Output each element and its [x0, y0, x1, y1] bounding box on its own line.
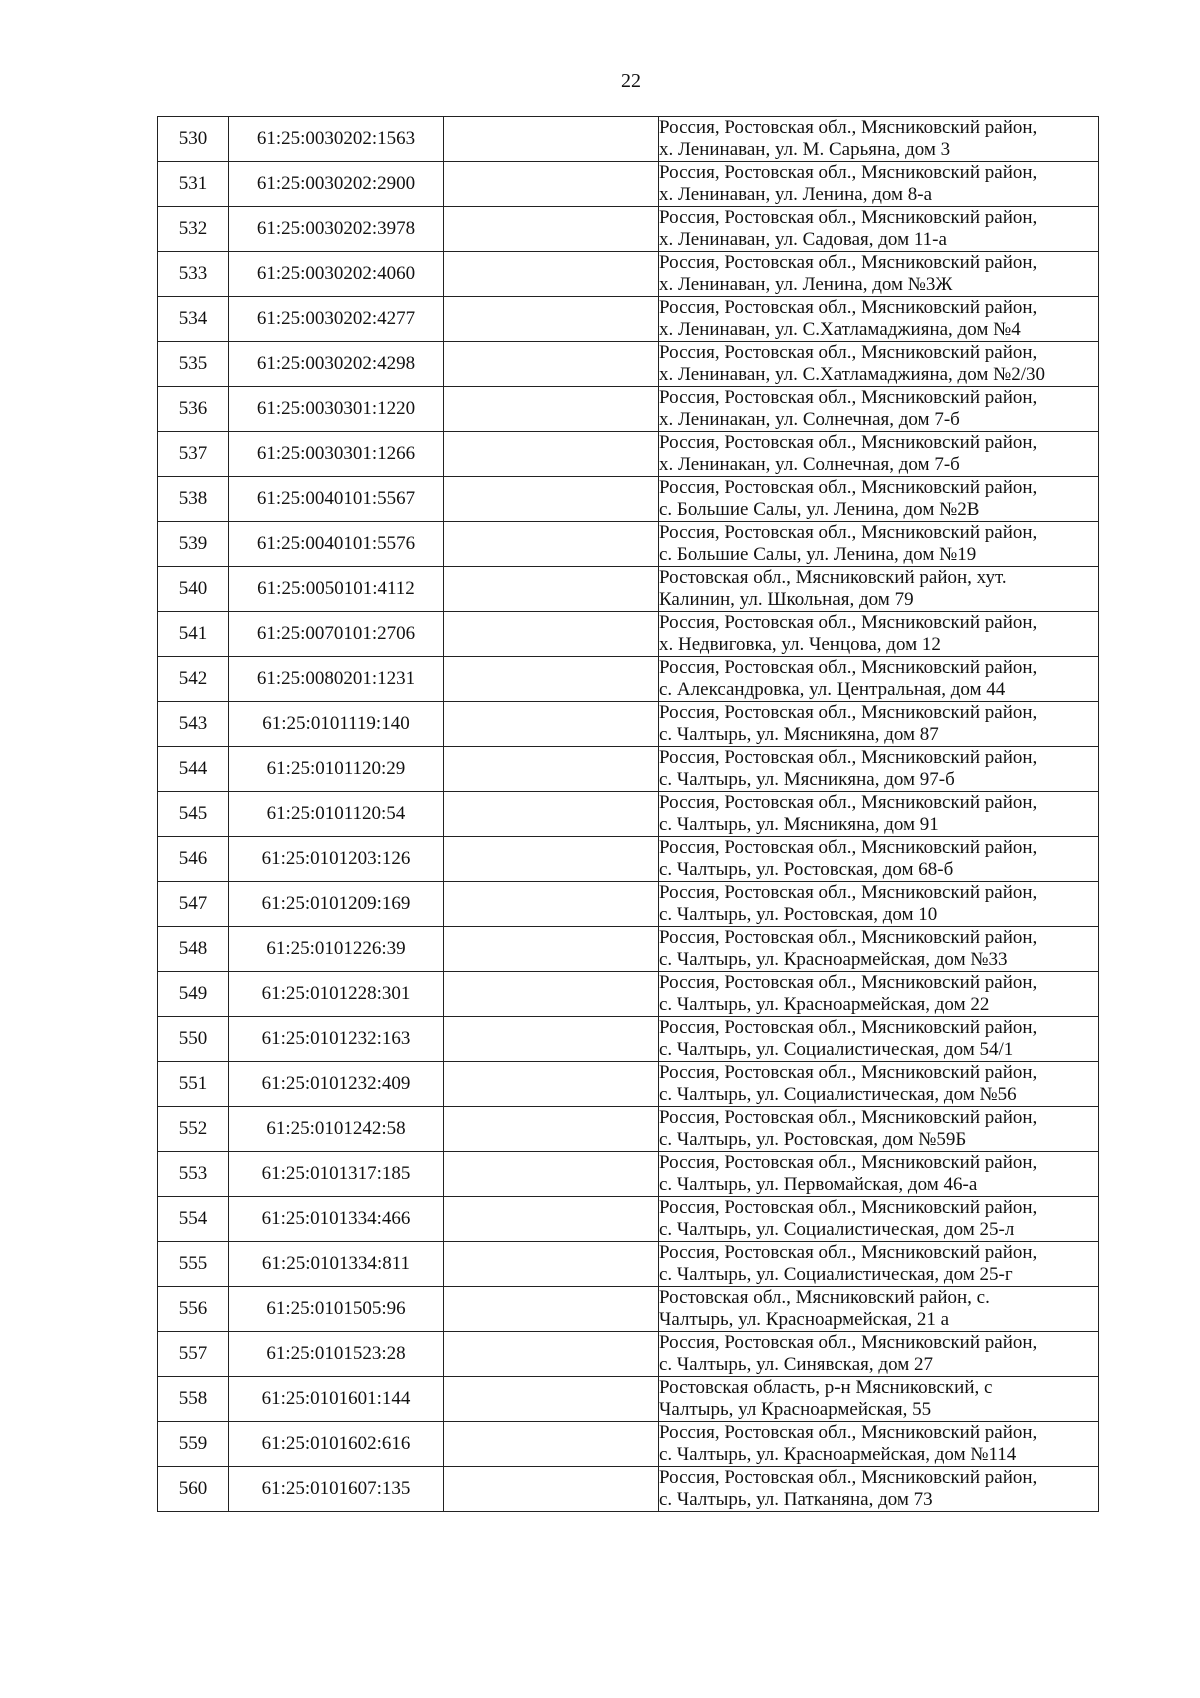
table-row — [158, 882, 1099, 927]
row-number-cell: 555 — [158, 1242, 229, 1287]
row-number-cell: 548 — [158, 927, 229, 972]
address-line: с. Чалтырь, ул. Ростовская, дом №59Б — [659, 1129, 967, 1150]
address-line: с. Чалтырь, ул. Мясникяна, дом 97-б — [659, 769, 955, 790]
address-line: Россия, Ростовская обл., Мясниковский район, — [659, 162, 1038, 183]
cadastral-number-cell: 61:25:0101228:301 — [229, 972, 444, 1017]
empty-cell — [444, 567, 659, 612]
address-cell — [659, 117, 1099, 162]
table-row — [158, 1107, 1099, 1152]
address-cell — [659, 342, 1099, 387]
row-number-cell: 551 — [158, 1062, 229, 1107]
cadastral-number-cell: 61:25:0040101:5576 — [229, 522, 444, 567]
address-line: Россия, Ростовская обл., Мясниковский район, — [659, 1062, 1038, 1083]
row-number-cell: 556 — [158, 1287, 229, 1332]
cadastral-number-cell: 61:25:0030202:3978 — [229, 207, 444, 252]
address-cell — [659, 702, 1099, 747]
empty-cell — [444, 1467, 659, 1512]
empty-cell — [444, 297, 659, 342]
cadastral-number-cell: 61:25:0101232:163 — [229, 1017, 444, 1062]
cadastral-number-cell: 61:25:0101119:140 — [229, 702, 444, 747]
empty-cell — [444, 837, 659, 882]
address-cell — [659, 1287, 1099, 1332]
table-row — [158, 432, 1099, 477]
empty-cell — [444, 387, 659, 432]
cadastral-number-cell: 61:25:0101120:29 — [229, 747, 444, 792]
address-line: с. Чалтырь, ул. Социалистическая, дом №56 — [659, 1084, 1017, 1105]
table-row — [158, 1377, 1099, 1422]
table-row — [158, 117, 1099, 162]
address-line: с. Чалтырь, ул. Красноармейская, дом 22 — [659, 994, 990, 1015]
table-row — [158, 837, 1099, 882]
table-row — [158, 162, 1099, 207]
address-cell — [659, 1197, 1099, 1242]
address-cell — [659, 1152, 1099, 1197]
empty-cell — [444, 1332, 659, 1377]
cadastral-number-cell: 61:25:0070101:2706 — [229, 612, 444, 657]
table-row — [158, 207, 1099, 252]
address-line: Россия, Ростовская обл., Мясниковский район, — [659, 477, 1038, 498]
table-row — [158, 477, 1099, 522]
address-line: Россия, Ростовская обл., Мясниковский район, — [659, 1422, 1038, 1443]
cadastral-number-cell: 61:25:0101334:811 — [229, 1242, 444, 1287]
cadastral-number-cell: 61:25:0030202:2900 — [229, 162, 444, 207]
address-line: Россия, Ростовская обл., Мясниковский район, — [659, 837, 1038, 858]
table-row — [158, 702, 1099, 747]
empty-cell — [444, 342, 659, 387]
address-line: Россия, Ростовская обл., Мясниковский район, — [659, 882, 1038, 903]
address-cell — [659, 1467, 1099, 1512]
table-row — [158, 1332, 1099, 1377]
table-row — [158, 252, 1099, 297]
row-number-cell: 533 — [158, 252, 229, 297]
empty-cell — [444, 117, 659, 162]
empty-cell — [444, 792, 659, 837]
address-line: Россия, Ростовская обл., Мясниковский район, — [659, 342, 1038, 363]
address-line: Россия, Ростовская обл., Мясниковский район, — [659, 207, 1038, 228]
address-line: Россия, Ростовская обл., Мясниковский район, — [659, 927, 1038, 948]
row-number-cell: 541 — [158, 612, 229, 657]
address-cell — [659, 972, 1099, 1017]
cadastral-number-cell: 61:25:0030301:1220 — [229, 387, 444, 432]
address-line: Россия, Ростовская обл., Мясниковский район, — [659, 612, 1038, 633]
row-number-cell: 560 — [158, 1467, 229, 1512]
address-cell — [659, 1422, 1099, 1467]
row-number-cell: 549 — [158, 972, 229, 1017]
table-row — [158, 657, 1099, 702]
table-row — [158, 1017, 1099, 1062]
row-number-cell: 537 — [158, 432, 229, 477]
address-line: Калинин, ул. Школьная, дом 79 — [659, 589, 914, 610]
table-row — [158, 1152, 1099, 1197]
address-cell — [659, 207, 1099, 252]
cadastral-number-cell: 61:25:0101317:185 — [229, 1152, 444, 1197]
address-cell — [659, 1242, 1099, 1287]
address-line: с. Чалтырь, ул. Красноармейская, дом №114 — [659, 1444, 1017, 1465]
address-line: Чалтырь, ул. Красноармейская, 21 а — [659, 1309, 950, 1330]
cadastral-number-cell: 61:25:0040101:5567 — [229, 477, 444, 522]
cadastral-number-cell: 61:25:0050101:4112 — [229, 567, 444, 612]
address-line: Россия, Ростовская обл., Мясниковский район, — [659, 702, 1038, 723]
row-number-cell: 558 — [158, 1377, 229, 1422]
cadastral-number-cell: 61:25:0101602:616 — [229, 1422, 444, 1467]
table-row — [158, 387, 1099, 432]
address-cell — [659, 657, 1099, 702]
row-number-cell: 543 — [158, 702, 229, 747]
address-cell — [659, 1107, 1099, 1152]
table-row — [158, 747, 1099, 792]
address-line: Россия, Ростовская обл., Мясниковский район, — [659, 387, 1038, 408]
address-line: Россия, Ростовская обл., Мясниковский район, — [659, 252, 1038, 273]
empty-cell — [444, 747, 659, 792]
empty-cell — [444, 432, 659, 477]
address-line: х. Ленинаван, ул. С.Хатламаджияна, дом №4 — [659, 319, 1021, 340]
address-line: с. Чалтырь, ул. Социалистическая, дом 54/1 — [659, 1039, 1014, 1060]
row-number-cell: 542 — [158, 657, 229, 702]
address-line: х. Ленинакан, ул. Солнечная, дом 7-б — [659, 409, 960, 430]
cadastral-number-cell: 61:25:0030202:4060 — [229, 252, 444, 297]
row-number-cell: 552 — [158, 1107, 229, 1152]
address-cell — [659, 612, 1099, 657]
row-number-cell: 545 — [158, 792, 229, 837]
address-cell — [659, 1062, 1099, 1107]
address-line: Чалтырь, ул Красноармейская, 55 — [659, 1399, 932, 1420]
address-cell — [659, 927, 1099, 972]
row-number-cell: 538 — [158, 477, 229, 522]
cadastral-number-cell: 61:25:0101120:54 — [229, 792, 444, 837]
registry-table — [157, 116, 1099, 1512]
address-line: х. Ленинаван, ул. М. Сарьяна, дом 3 — [659, 139, 951, 160]
address-line: с. Чалтырь, ул. Красноармейская, дом №33 — [659, 949, 1008, 970]
address-cell — [659, 1377, 1099, 1422]
address-line: Россия, Ростовская обл., Мясниковский район, — [659, 1242, 1038, 1263]
table-row — [158, 522, 1099, 567]
empty-cell — [444, 972, 659, 1017]
cadastral-number-cell: 61:25:0101226:39 — [229, 927, 444, 972]
address-line: Россия, Ростовская обл., Мясниковский район, — [659, 432, 1038, 453]
address-cell — [659, 792, 1099, 837]
address-line: х. Ленинаван, ул. С.Хатламаджияна, дом №2/30 — [659, 364, 1046, 385]
address-cell — [659, 477, 1099, 522]
address-line: Россия, Ростовская обл., Мясниковский район, — [659, 1107, 1038, 1128]
table-row — [158, 1242, 1099, 1287]
address-line: Россия, Ростовская обл., Мясниковский район, — [659, 522, 1038, 543]
row-number-cell: 547 — [158, 882, 229, 927]
address-cell — [659, 1017, 1099, 1062]
cadastral-number-cell: 61:25:0101209:169 — [229, 882, 444, 927]
page-number: 22 — [621, 70, 641, 92]
address-line: Россия, Ростовская обл., Мясниковский район, — [659, 1152, 1038, 1173]
empty-cell — [444, 1422, 659, 1467]
address-line: х. Ленинаван, ул. Садовая, дом 11-а — [659, 229, 947, 250]
row-number-cell: 539 — [158, 522, 229, 567]
table-row — [158, 1197, 1099, 1242]
table-row — [158, 927, 1099, 972]
row-number-cell: 540 — [158, 567, 229, 612]
table-row — [158, 972, 1099, 1017]
address-line: Россия, Ростовская обл., Мясниковский район, — [659, 117, 1038, 138]
empty-cell — [444, 1377, 659, 1422]
address-line: Россия, Ростовская обл., Мясниковский район, — [659, 747, 1038, 768]
cadastral-number-cell: 61:25:0030301:1266 — [229, 432, 444, 477]
row-number-cell: 550 — [158, 1017, 229, 1062]
row-number-cell: 530 — [158, 117, 229, 162]
table-row — [158, 1422, 1099, 1467]
address-cell — [659, 567, 1099, 612]
address-cell — [659, 387, 1099, 432]
row-number-cell: 557 — [158, 1332, 229, 1377]
address-line: с. Большие Салы, ул. Ленина, дом №2В — [659, 499, 980, 520]
row-number-cell: 559 — [158, 1422, 229, 1467]
address-line: Россия, Ростовская обл., Мясниковский район, — [659, 972, 1038, 993]
address-line: х. Ленинакан, ул. Солнечная, дом 7-б — [659, 454, 960, 475]
cadastral-number-cell: 61:25:0101601:144 — [229, 1377, 444, 1422]
table-row — [158, 1062, 1099, 1107]
address-line: Россия, Ростовская обл., Мясниковский район, — [659, 792, 1038, 813]
address-line: х. Ленинаван, ул. Ленина, дом 8-а — [659, 184, 933, 205]
empty-cell — [444, 1152, 659, 1197]
address-line: с. Большие Салы, ул. Ленина, дом №19 — [659, 544, 977, 565]
address-line: с. Чалтырь, ул. Патканяна, дом 73 — [659, 1489, 933, 1510]
row-number-cell: 535 — [158, 342, 229, 387]
cadastral-number-cell: 61:25:0101505:96 — [229, 1287, 444, 1332]
row-number-cell: 536 — [158, 387, 229, 432]
address-line: Ростовская обл., Мясниковский район, с. — [659, 1287, 990, 1308]
row-number-cell: 544 — [158, 747, 229, 792]
address-line: с. Чалтырь, ул. Синявская, дом 27 — [659, 1354, 933, 1375]
address-line: с. Чалтырь, ул. Мясникяна, дом 91 — [659, 814, 939, 835]
registry-table-body — [158, 117, 1099, 1512]
row-number-cell: 532 — [158, 207, 229, 252]
row-number-cell: 554 — [158, 1197, 229, 1242]
address-line: х. Ленинаван, ул. Ленина, дом №3Ж — [659, 274, 953, 295]
empty-cell — [444, 522, 659, 567]
empty-cell — [444, 702, 659, 747]
address-line: с. Чалтырь, ул. Социалистическая, дом 25-г — [659, 1264, 1013, 1285]
empty-cell — [444, 1017, 659, 1062]
address-cell — [659, 162, 1099, 207]
address-line: с. Александровка, ул. Центральная, дом 44 — [659, 679, 1006, 700]
table-row — [158, 567, 1099, 612]
empty-cell — [444, 477, 659, 522]
table-row — [158, 342, 1099, 387]
empty-cell — [444, 252, 659, 297]
empty-cell — [444, 1062, 659, 1107]
address-line: Россия, Ростовская обл., Мясниковский район, — [659, 1332, 1038, 1353]
empty-cell — [444, 1242, 659, 1287]
address-line: с. Чалтырь, ул. Мясникяна, дом 87 — [659, 724, 939, 745]
cadastral-number-cell: 61:25:0030202:4298 — [229, 342, 444, 387]
cadastral-number-cell: 61:25:0101334:466 — [229, 1197, 444, 1242]
table-row — [158, 1287, 1099, 1332]
cadastral-number-cell: 61:25:0080201:1231 — [229, 657, 444, 702]
address-line: Россия, Ростовская обл., Мясниковский район, — [659, 1467, 1038, 1488]
empty-cell — [444, 927, 659, 972]
address-line: с. Чалтырь, ул. Ростовская, дом 10 — [659, 904, 938, 925]
address-line: Россия, Ростовская обл., Мясниковский район, — [659, 297, 1038, 318]
empty-cell — [444, 1107, 659, 1152]
address-line: с. Чалтырь, ул. Социалистическая, дом 25-л — [659, 1219, 1015, 1240]
table-row — [158, 297, 1099, 342]
empty-cell — [444, 1197, 659, 1242]
row-number-cell: 534 — [158, 297, 229, 342]
cadastral-number-cell: 61:25:0101242:58 — [229, 1107, 444, 1152]
address-line: с. Чалтырь, ул. Ростовская, дом 68-б — [659, 859, 954, 880]
empty-cell — [444, 657, 659, 702]
address-line: х. Недвиговка, ул. Ченцова, дом 12 — [659, 634, 941, 655]
address-cell — [659, 882, 1099, 927]
address-cell — [659, 747, 1099, 792]
row-number-cell: 531 — [158, 162, 229, 207]
cadastral-number-cell: 61:25:0030202:1563 — [229, 117, 444, 162]
address-cell — [659, 1332, 1099, 1377]
empty-cell — [444, 1287, 659, 1332]
address-line: с. Чалтырь, ул. Первомайская, дом 46-а — [659, 1174, 978, 1195]
empty-cell — [444, 882, 659, 927]
cadastral-number-cell: 61:25:0030202:4277 — [229, 297, 444, 342]
address-cell — [659, 432, 1099, 477]
empty-cell — [444, 612, 659, 657]
address-cell — [659, 252, 1099, 297]
address-line: Ростовская область, р-н Мясниковский, с — [659, 1377, 993, 1398]
table-row — [158, 1467, 1099, 1512]
address-line: Россия, Ростовская обл., Мясниковский район, — [659, 1017, 1038, 1038]
address-cell — [659, 522, 1099, 567]
cadastral-number-cell: 61:25:0101607:135 — [229, 1467, 444, 1512]
cadastral-number-cell: 61:25:0101203:126 — [229, 837, 444, 882]
row-number-cell: 553 — [158, 1152, 229, 1197]
row-number-cell: 546 — [158, 837, 229, 882]
address-cell — [659, 837, 1099, 882]
address-cell — [659, 297, 1099, 342]
cadastral-number-cell: 61:25:0101523:28 — [229, 1332, 444, 1377]
empty-cell — [444, 207, 659, 252]
cadastral-number-cell: 61:25:0101232:409 — [229, 1062, 444, 1107]
empty-cell — [444, 162, 659, 207]
table-row — [158, 792, 1099, 837]
address-line: Ростовская обл., Мясниковский район, хут. — [659, 567, 1007, 588]
address-line: Россия, Ростовская обл., Мясниковский район, — [659, 657, 1038, 678]
table-row — [158, 612, 1099, 657]
address-line: Россия, Ростовская обл., Мясниковский район, — [659, 1197, 1038, 1218]
